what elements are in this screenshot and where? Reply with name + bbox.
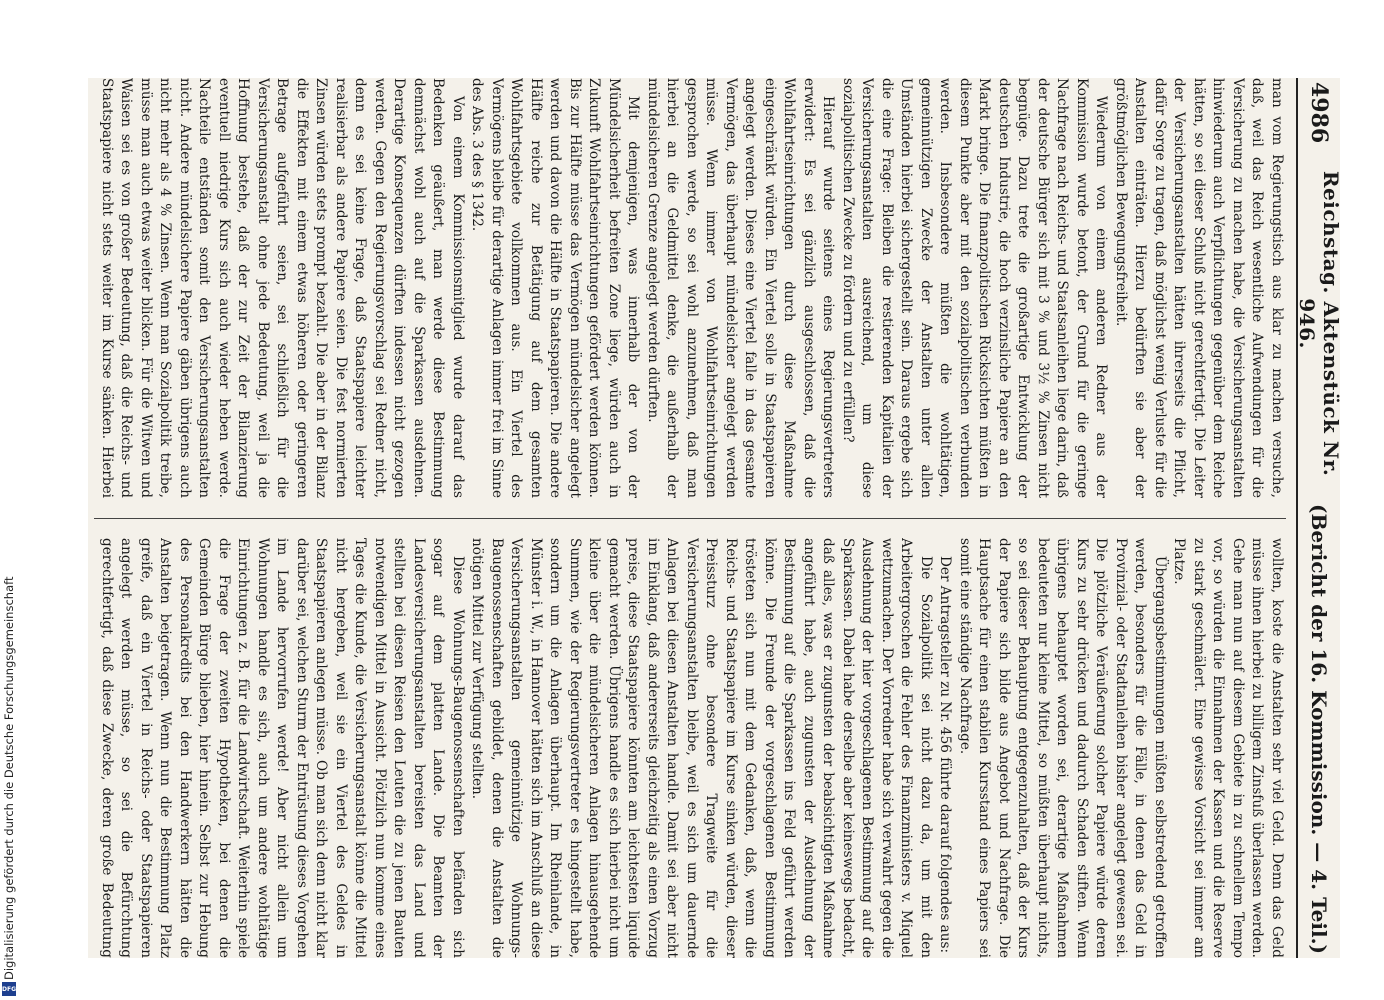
paragraph: Übergangsbestimmungen müßten selbstredend getroffen werden, besonders für die Fälle, in denen das Geld in Provinzial- oder Stadtanleihen bisher angelegt gewesen sei. Die plötzliche Veräußerung solcher Papiere würde deren Kurs zu sehr drücken und dadurch Schaden stiften. Wenn übrigens behauptet worden sei, derartige Maßnahmen bedeuteten nur kleine Mittel, so müßten überhaupt nichts, so sei dieser Behauptung entgegenzuhalten, daß der Kurs der Papiere sich bilde aus Angebot und Nachfrage. Die Hauptsache für einen stabilen Kursstand eines Papiers sei somit eine ständige Nachfrage. [957, 538, 1168, 958]
left-column [94, 78, 1286, 498]
column-divider [94, 518, 1286, 519]
page-title: Reichstag. Aktenstück Nr. 946. [1295, 170, 1343, 477]
paragraph: Hierauf wurde seitens eines Regierungsvertreters erwidert: Es sei gänzlich ausgeschlossen, daß die Wohlfahrtseinrichtungen durch diese Maßnahme eingeschränkt würden. Ein Viertel solle in Staatspapieren angelegt werden. Dieses eine Viertel falle in das gesamte Vermögen, das überhaupt mündelsicher angelegt werden müsse. Wenn immer von Wohlfahrtseinrichtungen gesprochen werde, so sei wohl anzunehmen, daß man hierbei an die Geldmittel denke, die außerhalb der mündelsicheren Grenze angelegt werden dürften. [645, 78, 837, 498]
credit-text: Digitalisierung gefördert durch die Deutsche Forschungsgemeinschaft [2, 576, 16, 980]
page-number: 4986 [1306, 82, 1332, 144]
page-header [1295, 78, 1343, 958]
right-column [94, 538, 1286, 958]
dfg-logo: DFG [2, 982, 16, 996]
paragraph: Wiederum von einem anderen Redner aus der Kommission wurde betont, der Grund für die geringe Nachfrage nach Reichs- und Staatsanleihen liege darin, daß der deutsche Bürger sich mit 3 % und 3½ % Zinsen nicht begnüge. Dazu trete die großartige Entwicklung der deutschen Industrie, die hoch verzinsliche Papiere an den Markt bringe. Die finanzpolitischen Rücksichten müßten in diesem Punkte aber mit den sozialpolitischen verbunden werden. Insbesondere müßten die wohltätigen, gemeinnützigen Zwecke der Anstalten unter allen Umständen hierbei sichergestellt sein. Daraus ergebe sich die eine Frage: Bleiben die restierenden Kapitalien der Versicherungsanstalten ausreichend, um diese sozialpolitischen Zwecke zu fördern und zu erfüllen? [840, 78, 1110, 498]
digitization-credit [2, 360, 18, 980]
paragraph: man vom Regierungstisch aus klar zu machen versuche, daß, weil das Reich wesentliche Aufwendungen für die Versicherung zu machen habe, die Versicherungsanstalten hinwiederum auch Verpflichtungen gegenüber dem Reiche hätten, so sei dieser Schluß nicht gerechtfertigt. Die Leiter der Versicherungsanstalten hätten ihrerseits die Pflicht, dafür Sorge zu tragen, daß möglichst wenig Verluste für die Anstalten einträten. Hierzu bedürften sie aber der größtmöglichen Bewegungsfreiheit. [1113, 78, 1285, 498]
paragraph: Der Antragsteller zu Nr. 456 führte darauf folgendes aus: [937, 556, 954, 954]
scanned-page [88, 78, 1343, 958]
paragraph: Diese Wohnungs-Baugenossenschaften befänden sich sogar auf dem platten Lande. Die Beamten der Landesversicherungsanstalten bereisten das Land und stellten bei diesen Reisen den Leuten die zu jenen Bauten notwendigen Mittel in Aussicht. Plötzlich nun komme eines Tages die Kunde, die Versicherungsanstalt könne die Mittel nicht hergeben, weil sie ein Viertel des Geldes in Staatspapieren anlegen müsse. Ob man sich denn nicht klar darüber sei, welchen Sturm der Entrüstung dieses Vorgehen im Lande hervorrufen werde! Aber nicht allein um Wohnungen handle es sich, auch um andere wohltätige Einrichtungen z. B. für die Landwirtschaft. Weiterhin spiele die Frage der zweiten Hypotheken, bei denen die Gemeinden Bürge blieben, hier hinein. Selbst zur Hebung des Personalkredits bei den Handwerkern hätten die Anstalten beigetragen. Wenn nun die Bestimmung Platz greife, daß ein Viertel in Reichs- oder Staatspapieren angelegt werden müsse, so sei die Befürchtung gerechtfertigt, daß diese Zwecke, deren große Bedeutung [99, 538, 466, 958]
paragraph: Mit demjenigen, was innerhalb der von der Mündelsicherheit befreiten Zone liege, würden auch in Zukunft Wohlfahrtseinrichtungen gefördert werden können. Bis zur Hälfte müsse das Vermögen mündelsicher angelegt werden und davon die Hälfte in Staatspapieren. Die andere Hälfte reiche zur Betätigung auf dem gesamten Wohlfahrtsgebiete vollkommen aus. Ein Viertel des Vermögens bleibe für derartige Anlagen immer frei im Sinne des Abs. 3 des § 1342. [469, 78, 642, 498]
paragraph: wollten, koste die Anstalten sehr viel Geld. Denn das Geld müsse ihnen hierbei zu billigem Zinsfuß überlassen werden. Gehe man nun auf diesem Gebiete in zu schnellem Tempo vor, so würden die Einnahmen der Kassen und die Reserve zu stark geschmälert. Eine gewisse Vorsicht sei immer am Platze. [1171, 538, 1285, 958]
page-content [88, 78, 1343, 958]
paragraph: Die Sozialpolitik sei nicht dazu da, um mit den Arbeitergroschen die Fehler des Finanzministers v. Miquel wettzumachen. Der Vorredner habe sich verwahrt gegen die Ausdehnung der hier vorgeschlagenen Bestimmung auf die Sparkassen. Dabei habe derselbe aber keineswegs bedacht, daß alles, was er zugunsten der beabsichtigten Maßnahme angeführt habe, auch zugunsten der Ausdehnung der Bestimmung auf die Sparkassen ins Feld geführt werden könne. Die Freunde der vorgeschlagenen Bestimmung trösteten sich nun mit dem Gedanken, daß, wenn die Reichs- und Staatspapiere im Kurse sinken würden, dieser Preissturz ohne besondere Tragweite für die Versicherungsanstalten bleibe, weil es sich um dauernde Anlagen bei diesen Anstalten handle. Damit sei aber nicht im Einklang, daß andererseits gleichzeitig als einen Vorzug preise, diese Staatspapiere könnten am leichtesten liquide gemacht werden. Übrigens handle es sich hierbei nicht um kleine über die mündelsicheren Anlagen hinausgehende Summen, wie der Regierungsvertreter es hingestellt habe, sondern um die Anlagen überhaupt. Im Rheinlande, in Münster i. W., in Hannover hätten sich im Anschluß an diese Versicherungsanstalten gemeinnützige Wohnungs-Baugenossenschaften gebildet, denen die Anstalten die nötigen Mittel zur Verfügung stellten. [469, 538, 934, 958]
page-subtitle: (Bericht der 16. Kommission. — 4. Teil.) [1307, 504, 1331, 954]
paragraph: Von einem Kommissionsmitglied wurde darauf das Bedenken geäußert, man werde diese Bestimmung demnächst wohl auch auf die Sparkassen ausdehnen. Derartige Konsequenzen dürften indessen nicht gezogen werden. Gegen den Regierungsvorschlag sei Redner nicht, denn es sei keine Frage, daß Staatspapiere leichter realisierbar als andere Papiere seien. Die fest normierten Zinsen würden stets prompt bezahlt. Die aber in der Bilanz die Effekten mit einem etwas höheren oder geringeren Betrage aufgeführt seien, sei schließlich für die Versicherungsanstalt ohne jede Bedeutung, weil ja die Hoffnung bestehe, daß der zur Zeit der Bilanzierung eventuell niedrige Kurs sich auch wieder heben werde. Nachteile entständen somit den Versicherungsanstalten nicht. Andere mündelsichere Papiere gäben übrigens auch nicht mehr als 4 % Zinsen. Wenn man Sozialpolitik treibe, müsse man auch etwas weiter blicken. Für die Witwen und Waisen sei es von großer Bedeutung, daß die Reichs- und Staatspapiere nicht stets weiter im Kurse sänken. Hierbei [99, 78, 466, 498]
